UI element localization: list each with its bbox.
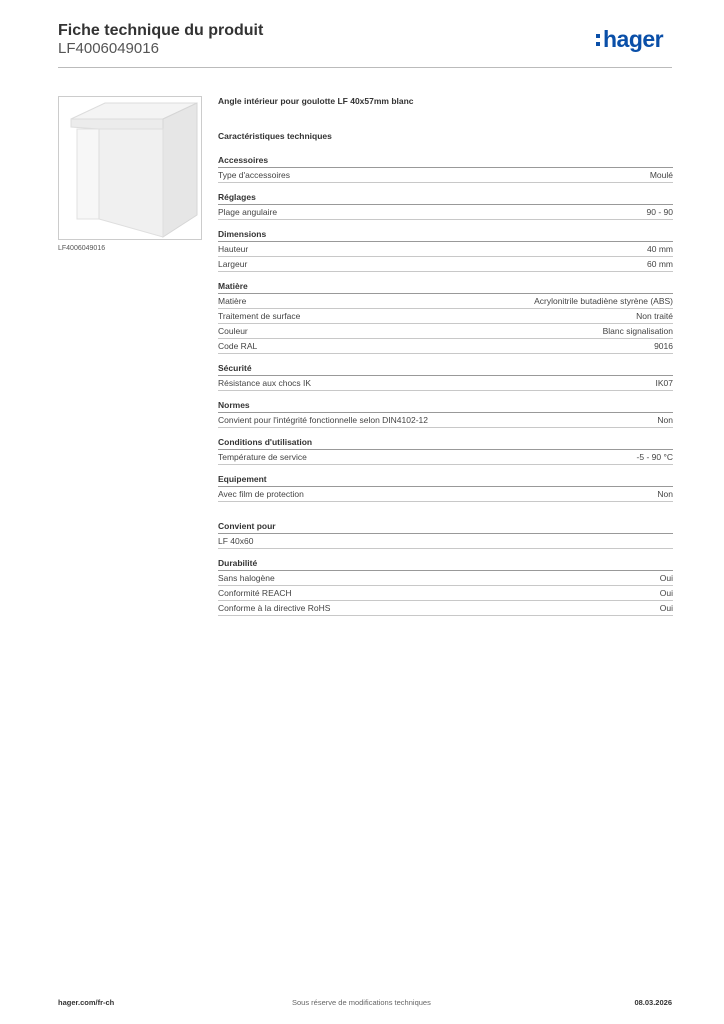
spec-value: Oui xyxy=(659,603,673,613)
spec-label: Convient pour l'intégrité fonctionnelle selon DIN4102-12 xyxy=(218,415,429,425)
spec-value: Non traité xyxy=(636,311,673,321)
technical-characteristics-title: Caractéristiques techniques xyxy=(218,131,332,141)
spec-row xyxy=(218,205,673,220)
spec-group xyxy=(218,474,673,502)
channel-corner-icon xyxy=(59,97,201,239)
spec-label: Couleur xyxy=(218,326,248,336)
spec-value: Non xyxy=(657,489,673,499)
spec-label: Sans halogène xyxy=(218,573,275,583)
spec-label: Conformité REACH xyxy=(218,588,292,598)
spec-label: Largeur xyxy=(218,259,248,269)
spec-label: LF 40x60 xyxy=(218,536,254,546)
spec-value: 60 mm xyxy=(647,259,673,269)
spec-group-title: Matière xyxy=(218,281,673,294)
spec-row xyxy=(218,324,673,339)
spec-value: -5 - 90 °C xyxy=(636,452,673,462)
spec-group xyxy=(218,155,673,183)
footer-notice: Sous réserve de modifications techniques xyxy=(292,998,431,1007)
spec-value: Acrylonitrile butadiène styrène (ABS) xyxy=(534,296,673,306)
spec-label: Température de service xyxy=(218,452,307,462)
spec-group xyxy=(218,229,673,272)
spec-group-title: Accessoires xyxy=(218,155,673,168)
hager-logo xyxy=(596,28,676,56)
spec-value: Blanc signalisation xyxy=(602,326,673,336)
spec-group xyxy=(218,400,673,428)
spec-group-title: Sécurité xyxy=(218,363,673,376)
spec-row xyxy=(218,450,673,465)
spec-row xyxy=(218,257,673,272)
footer-website: hager.com/fr-ch xyxy=(58,998,115,1007)
spec-value: Non xyxy=(657,415,673,425)
product-name: Angle intérieur pour goulotte LF 40x57mm blanc xyxy=(218,96,414,106)
spec-value: Moulé xyxy=(649,170,673,180)
spec-label: Matière xyxy=(218,296,247,306)
spec-row xyxy=(218,242,673,257)
header-divider xyxy=(58,67,672,68)
spec-label: Avec film de protection xyxy=(218,489,304,499)
spec-group xyxy=(218,281,673,354)
spec-label: Résistance aux chocs IK xyxy=(218,378,312,388)
spec-row xyxy=(218,601,673,616)
specifications-column xyxy=(218,96,673,625)
spec-row xyxy=(218,586,673,601)
page-title: Fiche technique du produit xyxy=(58,22,264,39)
spec-group-title: Convient pour xyxy=(218,521,673,534)
spec-group xyxy=(218,192,673,220)
spec-group-title: Durabilité xyxy=(218,558,673,571)
spec-row xyxy=(218,534,673,549)
spec-group-title: Conditions d'utilisation xyxy=(218,437,673,450)
spec-row xyxy=(218,487,673,502)
logo-wordmark: hager xyxy=(603,26,664,52)
spec-label: Type d'accessoires xyxy=(218,170,291,180)
spec-group-title: Dimensions xyxy=(218,229,673,242)
logo-colon-icon xyxy=(596,34,600,50)
spec-row xyxy=(218,376,673,391)
spec-row xyxy=(218,294,673,309)
spec-row xyxy=(218,309,673,324)
product-image xyxy=(58,96,202,240)
spec-row xyxy=(218,339,673,354)
footer-date: 08.03.2026 xyxy=(634,998,672,1007)
spec-group xyxy=(218,437,673,465)
product-reference: LF4006049016 xyxy=(58,40,159,57)
spec-value: IK07 xyxy=(655,378,673,388)
spec-label: Traitement de surface xyxy=(218,311,301,321)
spec-label: Conforme à la directive RoHS xyxy=(218,603,331,613)
spec-label: Code RAL xyxy=(218,341,258,351)
spec-groups xyxy=(218,155,673,616)
spec-value: Oui xyxy=(659,573,673,583)
spec-group-title: Réglages xyxy=(218,192,673,205)
spec-row xyxy=(218,571,673,586)
spec-group xyxy=(218,521,673,549)
spec-value: 90 - 90 xyxy=(646,207,673,217)
spec-label: Plage angulaire xyxy=(218,207,278,217)
spec-group xyxy=(218,363,673,391)
spec-group xyxy=(218,558,673,616)
spec-value: 9016 xyxy=(654,341,673,351)
spec-value: Oui xyxy=(659,588,673,598)
spec-value: 40 mm xyxy=(647,244,673,254)
spec-row xyxy=(218,413,673,428)
spec-group-title: Equipement xyxy=(218,474,673,487)
image-caption: LF4006049016 xyxy=(58,245,106,252)
spec-row xyxy=(218,168,673,183)
spec-group-title: Normes xyxy=(218,400,673,413)
spec-label: Hauteur xyxy=(218,244,249,254)
